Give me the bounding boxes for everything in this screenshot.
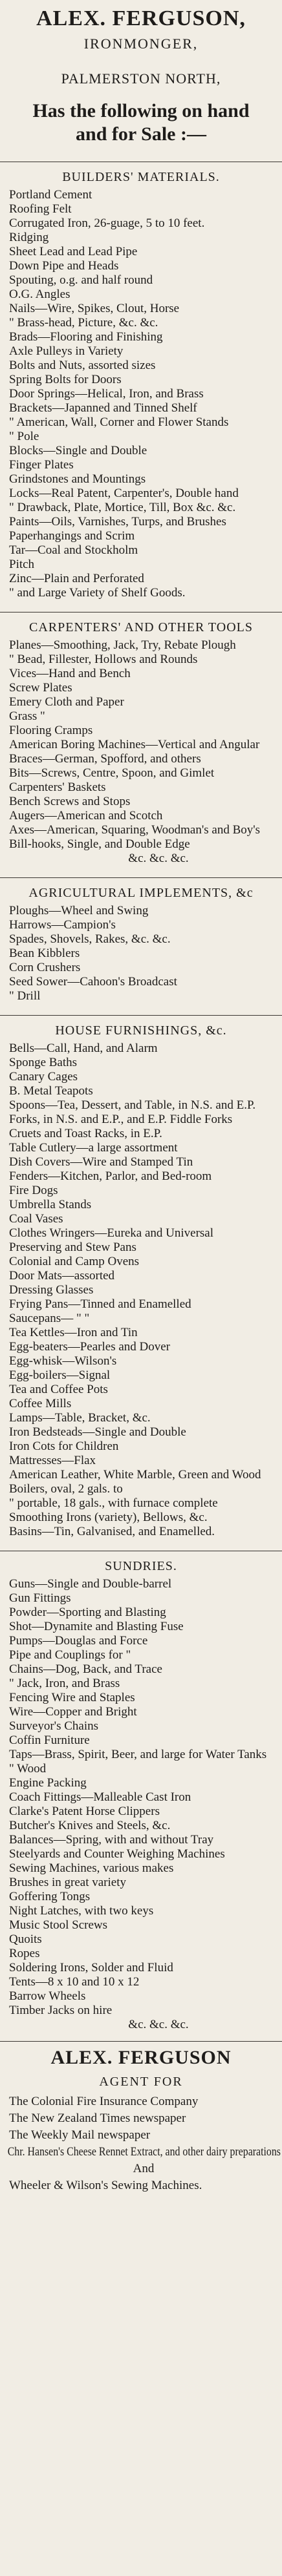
section-item: Ropes [9, 1947, 40, 1960]
footer-agency-line: And [133, 2162, 155, 2175]
sections-container [0, 162, 282, 2032]
section-title: BUILDERS' MATERIALS. [62, 170, 220, 184]
section-item: Axes—American, Squaring, Woodman's and Boy's [9, 823, 261, 837]
advertiser-place: PALMERSTON NORTH, [61, 70, 221, 87]
footer-rule [0, 2041, 282, 2042]
section-item: Smoothing Irons (variety), Bellows, &c. [9, 1511, 208, 1524]
section-item: Coffin Furniture [9, 1733, 90, 1747]
section-item: Flooring Cramps [9, 724, 93, 737]
section-item: Braces—German, Spofford, and others [9, 752, 201, 766]
section-item: &c. &c. &c. [128, 2018, 189, 2031]
section-item: Brushes in great variety [9, 1876, 126, 1889]
section-item: Spouting, o.g. and half round [9, 273, 153, 287]
section-item: Mattresses—Flax [9, 1454, 96, 1467]
section-item: Coffee Mills [9, 1397, 72, 1410]
footer-agency-line: The New Zealand Times newspaper [9, 2111, 186, 2125]
section-item: " American, Wall, Corner and Flower Stands [9, 415, 229, 429]
section-item: Harrows—Campion's [9, 918, 116, 932]
section-item: Spades, Shovels, Rakes, &c. &c. [9, 932, 171, 946]
footer-name: ALEX. FERGUSON [50, 2047, 232, 2068]
section-item: Tea Kettles—Iron and Tin [9, 1326, 138, 1339]
section-item: Locks—Real Patent, Carpenter's, Double hand [9, 487, 239, 500]
section-item: Paints—Oils, Varnishes, Turps, and Brushes [9, 515, 226, 529]
section-item: Fencing Wire and Staples [9, 1691, 135, 1704]
footer-agency-line: Wheeler & Wilson's Sewing Machines. [9, 2179, 202, 2192]
section-item: Egg-whisk—Wilson's [9, 1354, 117, 1368]
footer-agency-line: The Weekly Mail newspaper [9, 2128, 151, 2142]
section-item: " Brass-head, Picture, &c. &c. [9, 316, 158, 330]
section-item: Grindstones and Mountings [9, 472, 146, 486]
section-item: Timber Jacks on hire [9, 2004, 113, 2017]
section-item: Cruets and Toast Racks, in E.P. [9, 1127, 162, 1140]
section-item: Coach Fittings—Malleable Cast Iron [9, 1790, 191, 1804]
section-item: Shot—Dynamite and Blasting Fuse [9, 1620, 184, 1633]
section-item: Goffering Tongs [9, 1890, 91, 1903]
section-item: " and Large Variety of Shelf Goods. [9, 586, 186, 600]
section-item: Butcher's Knives and Steels, &c. [9, 1819, 171, 1832]
section-item: Canary Cages [9, 1070, 78, 1084]
section-item: Finger Plates [9, 458, 74, 472]
section-item: Quoits [9, 1932, 42, 1946]
section-item: " Pole [9, 430, 39, 443]
section-item: Door Springs—Helical, Iron, and Brass [9, 387, 204, 401]
section-title: SUNDRIES. [105, 1559, 177, 1573]
section-item: Colonial and Camp Ovens [9, 1255, 140, 1268]
section-item: " Jack, Iron, and Brass [9, 1677, 120, 1690]
section-item: Boilers, oval, 2 gals. to [9, 1482, 123, 1496]
section-item: Emery Cloth and Paper [9, 695, 124, 709]
section-item: Guns—Single and Double-barrel [9, 1577, 172, 1591]
section-item: Spring Bolts for Doors [9, 373, 122, 386]
footer-agent-label: AGENT FOR [99, 2075, 183, 2089]
section-item: Coal Vases [9, 1212, 63, 1226]
section-item: " portable, 18 gals., with furnace complete [9, 1496, 218, 1510]
section-item: Music Stool Screws [9, 1918, 107, 1932]
section-item: Saucepans— " " [9, 1312, 90, 1325]
footer [0, 2041, 282, 2194]
tagline-line-2: and for Sale :— [76, 123, 206, 145]
section-item: Corn Crushers [9, 961, 81, 974]
section-item: Corrugated Iron, 26-guage, 5 to 10 feet. [9, 216, 205, 230]
tagline-line-1: Has the following on hand [32, 100, 250, 121]
section-item: Carpenters' Baskets [9, 780, 106, 794]
section-item: Grass " [9, 709, 45, 723]
section-item: Nails—Wire, Spikes, Clout, Horse [9, 302, 180, 315]
section-item: Soldering Irons, Solder and Fluid [9, 1961, 173, 1974]
section-item: Egg-boilers—Signal [9, 1368, 111, 1382]
section-rule [0, 877, 282, 878]
section-item: " Wood [9, 1762, 47, 1775]
section-title: CARPENTERS' AND OTHER TOOLS [28, 620, 253, 634]
section-item: Frying Pans—Tinned and Enamelled [9, 1297, 191, 1311]
section-item: Door Mats—assorted [9, 1269, 115, 1283]
section-item: Night Latches, with two keys [9, 1904, 154, 1918]
advertiser-name: ALEX. FERGUSON, [36, 6, 246, 30]
section-item: Bolts and Nuts, assorted sizes [9, 359, 156, 372]
section-title: HOUSE FURNISHINGS, &c. [55, 1023, 227, 1038]
section-item: Pitch [9, 558, 35, 571]
section-item: " Drawback, Plate, Mortice, Till, Box &c. &c. [9, 501, 236, 514]
section-item: Egg-beaters—Pearles and Dover [9, 1340, 171, 1354]
section-item: " Drill [9, 989, 41, 1003]
footer-lines [0, 2093, 282, 2194]
section-item: Sponge Baths [9, 1056, 78, 1069]
section-item: Brads—Flooring and Finishing [9, 330, 163, 344]
section-item: Taps—Brass, Spirit, Beer, and large for Water Tanks [9, 1748, 267, 1761]
section-item: Planes—Smoothing, Jack, Try, Rebate Plough [9, 638, 236, 652]
footer-agency-line: Chr. Hansen's Cheese Rennet Extract, and other dairy preparations [7, 2145, 281, 2159]
section-item: Down Pipe and Heads [9, 259, 119, 273]
section-item: Bill-hooks, Single, and Double Edge [9, 837, 190, 851]
section-item: American Leather, White Marble, Green and Wood [9, 1468, 261, 1482]
section-item: Dressing Glasses [9, 1283, 94, 1297]
advertiser-trade: IRONMONGER, [83, 36, 199, 52]
section-item: Ridging [9, 231, 49, 244]
section-rule [0, 1015, 282, 1016]
section-item: Paperhangings and Scrim [9, 529, 135, 543]
section-item: Table Cutlery—a large assortment [9, 1141, 178, 1155]
section-item: Portland Cement [9, 188, 92, 202]
section-item: Sewing Machines, various makes [9, 1861, 174, 1875]
section-item: Fire Dogs [9, 1184, 58, 1197]
section-item: Pipe and Couplings for " [9, 1648, 131, 1662]
section-item: Spoons—Tea, Dessert, and Table, in N.S. and E.P. [9, 1098, 256, 1112]
section-item: Tents—8 x 10 and 10 x 12 [9, 1975, 140, 1989]
section-item: Tar—Coal and Stockholm [9, 543, 138, 557]
section-item: Forks, in N.S. and E.P., and E.P. Fiddle Forks [9, 1113, 233, 1126]
section-item: Sheet Lead and Lead Pipe [9, 245, 138, 258]
section-item: Surveyor's Chains [9, 1719, 99, 1733]
section-item: Augers—American and Scotch [9, 809, 163, 822]
section-item: Powder—Sporting and Blasting [9, 1606, 166, 1619]
section-item: Screw Plates [9, 681, 72, 695]
section-item: Blocks—Single and Double [9, 444, 147, 457]
section-item: Wire—Copper and Bright [9, 1705, 137, 1719]
section-item: &c. &c. &c. [128, 852, 189, 865]
section-item: Seed Sower—Cahoon's Broadcast [9, 975, 177, 989]
section-item: Fenders—Kitchen, Parlor, and Bed-room [9, 1169, 212, 1183]
section-rule [0, 612, 282, 613]
section-item: Bits—Screws, Centre, Spoon, and Gimlet [9, 766, 215, 780]
section-item: Clarke's Patent Horse Clippers [9, 1805, 160, 1818]
section-item: Vices—Hand and Bench [9, 667, 131, 680]
section-item: Balances—Spring, with and without Tray [9, 1833, 214, 1847]
section-item: Lamps—Table, Bracket, &c. [9, 1411, 151, 1425]
section-item: Zinc—Plain and Perforated [9, 572, 144, 585]
section-item: Umbrella Stands [9, 1198, 92, 1211]
section-item: Bench Screws and Stops [9, 795, 131, 808]
section-item: Bells—Call, Hand, and Alarm [9, 1042, 158, 1055]
section-item: Iron Cots for Children [9, 1440, 119, 1453]
section-item: O.G. Angles [9, 288, 70, 301]
section-item: Dish Covers—Wire and Stamped Tin [9, 1155, 193, 1169]
section-item: Brackets—Japanned and Tinned Shelf [9, 401, 197, 415]
footer-agency-line: The Colonial Fire Insurance Company [9, 2095, 199, 2108]
section-item: Barrow Wheels [9, 1989, 86, 2003]
section-item: Ploughs—Wheel and Swing [9, 904, 149, 917]
section-item: Pumps—Douglas and Force [9, 1634, 148, 1648]
section-item: Iron Bedsteads—Single and Double [9, 1425, 186, 1439]
section-item: " Bead, Fillester, Hollows and Rounds [9, 653, 198, 666]
section-item: Preserving and Stew Pans [9, 1241, 136, 1254]
section-item: Engine Packing [9, 1776, 87, 1790]
section-item: Steelyards and Counter Weighing Machines [9, 1847, 225, 1861]
section-item: Chains—Dog, Back, and Trace [9, 1662, 162, 1676]
section-item: B. Metal Teapots [9, 1084, 93, 1098]
section-item: Bean Kibblers [9, 947, 80, 960]
section-item: Gun Fittings [9, 1591, 71, 1605]
section-item: Roofing Felt [9, 202, 72, 216]
section-item: Basins—Tin, Galvanised, and Enamelled. [9, 1525, 215, 1538]
section-item: Axle Pulleys in Variety [9, 344, 124, 358]
section-item: Tea and Coffee Pots [9, 1383, 108, 1396]
section-item: Clothes Wringers—Eureka and Universal [9, 1226, 213, 1240]
section-title: AGRICULTURAL IMPLEMENTS, &c [28, 886, 254, 900]
section-item: American Boring Machines—Vertical and Angular [9, 738, 260, 751]
